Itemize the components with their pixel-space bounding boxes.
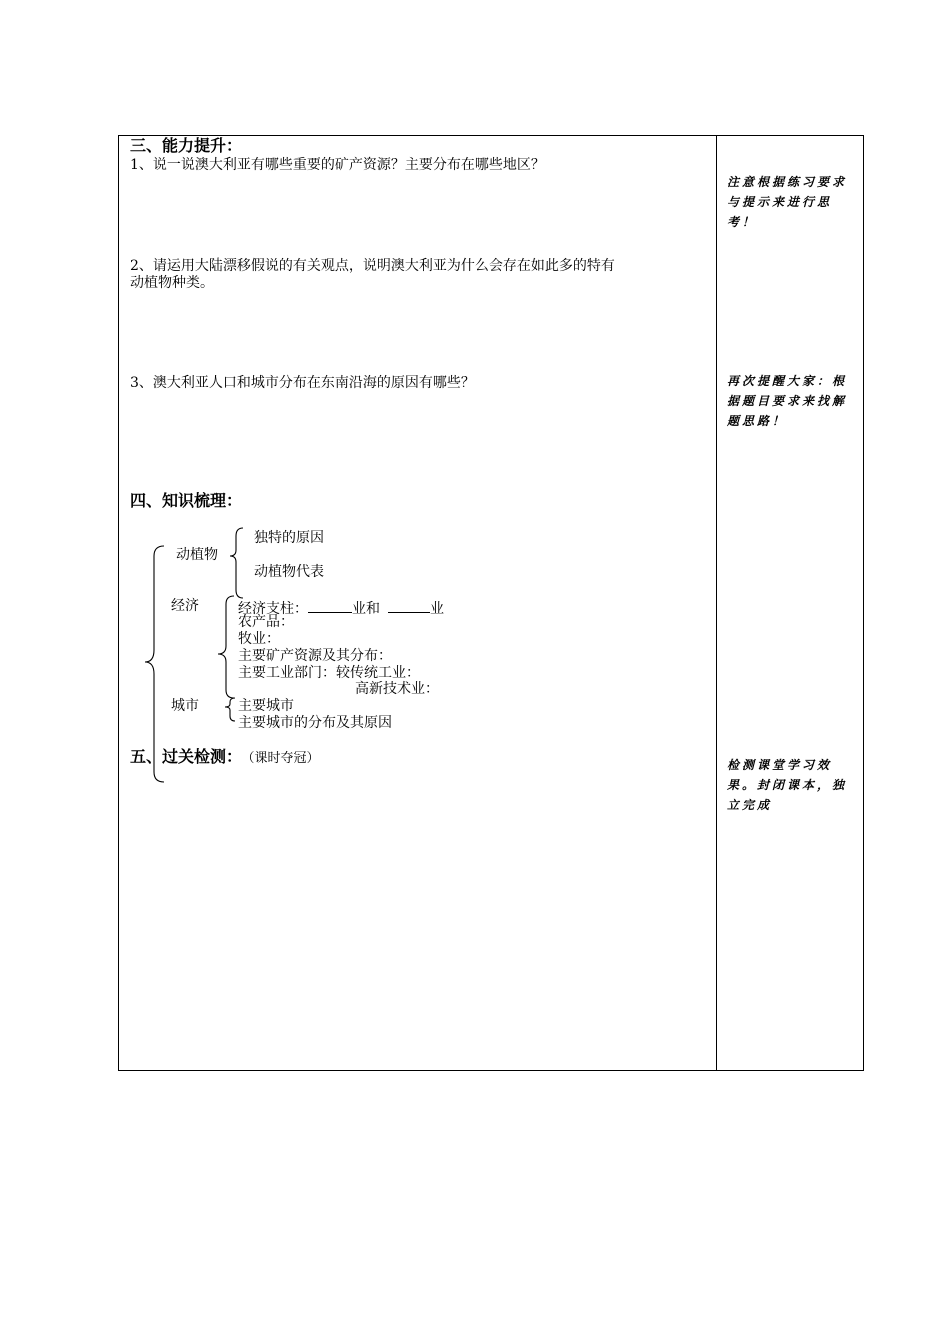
- question-2-line2: 动植物种类。: [130, 275, 214, 291]
- question-1: 1、说一说澳大利亚有哪些重要的矿产资源？主要分布在哪些地区？: [130, 157, 545, 173]
- question-2-line1: 2、请运用大陆漂移假说的有关观点，说明澳大利亚为什么会存在如此多的特有: [130, 258, 615, 274]
- city-distribution: 主要城市的分布及其原因: [238, 715, 392, 731]
- section5-heading: [130, 748, 320, 768]
- section4-heading: 四、知识梳理：: [130, 491, 243, 510]
- agri-products: 农产品：: [238, 614, 294, 630]
- pillar-mid: 业和: [352, 601, 380, 617]
- question-3: 3、澳大利亚人口和城市分布在东南沿海的原因有哪些？: [130, 375, 475, 391]
- city-brace: [225, 698, 235, 721]
- mineral-resources: 主要矿产资源及其分布：: [238, 648, 392, 664]
- section3-heading: 三、能力提升：: [130, 136, 243, 155]
- section5-title: 五、过关检测：: [130, 747, 243, 766]
- animals-label: 动植物: [176, 547, 218, 563]
- animals-brace: [230, 528, 243, 598]
- animals-representatives: 动植物代表: [254, 564, 324, 580]
- city-label: 城市: [171, 698, 199, 714]
- sidebar-note-2: 再次提醒大家：根据题目要求来找解题思路！: [727, 374, 848, 428]
- sidebar-note-1: 注意根据练习要求与提示来进行思考！: [727, 175, 848, 229]
- pillar-end: 业: [430, 601, 444, 617]
- economy-brace: [218, 596, 234, 698]
- main-cities: 主要城市: [238, 698, 294, 714]
- pillar-label: 经济支柱：: [238, 601, 308, 617]
- section5-subtitle: （课时夺冠）: [248, 751, 320, 766]
- industry-sectors: 主要工业部门：较传统工业：: [238, 665, 420, 681]
- sidebar-note-3: 检测课堂学习效果。封闭课本，独立完成: [727, 758, 848, 812]
- economy-label: 经济: [171, 598, 199, 614]
- animals-reason: 独特的原因: [254, 530, 324, 546]
- hightech-industry: 高新技术业：: [355, 681, 439, 697]
- livestock: 牧业：: [238, 631, 280, 647]
